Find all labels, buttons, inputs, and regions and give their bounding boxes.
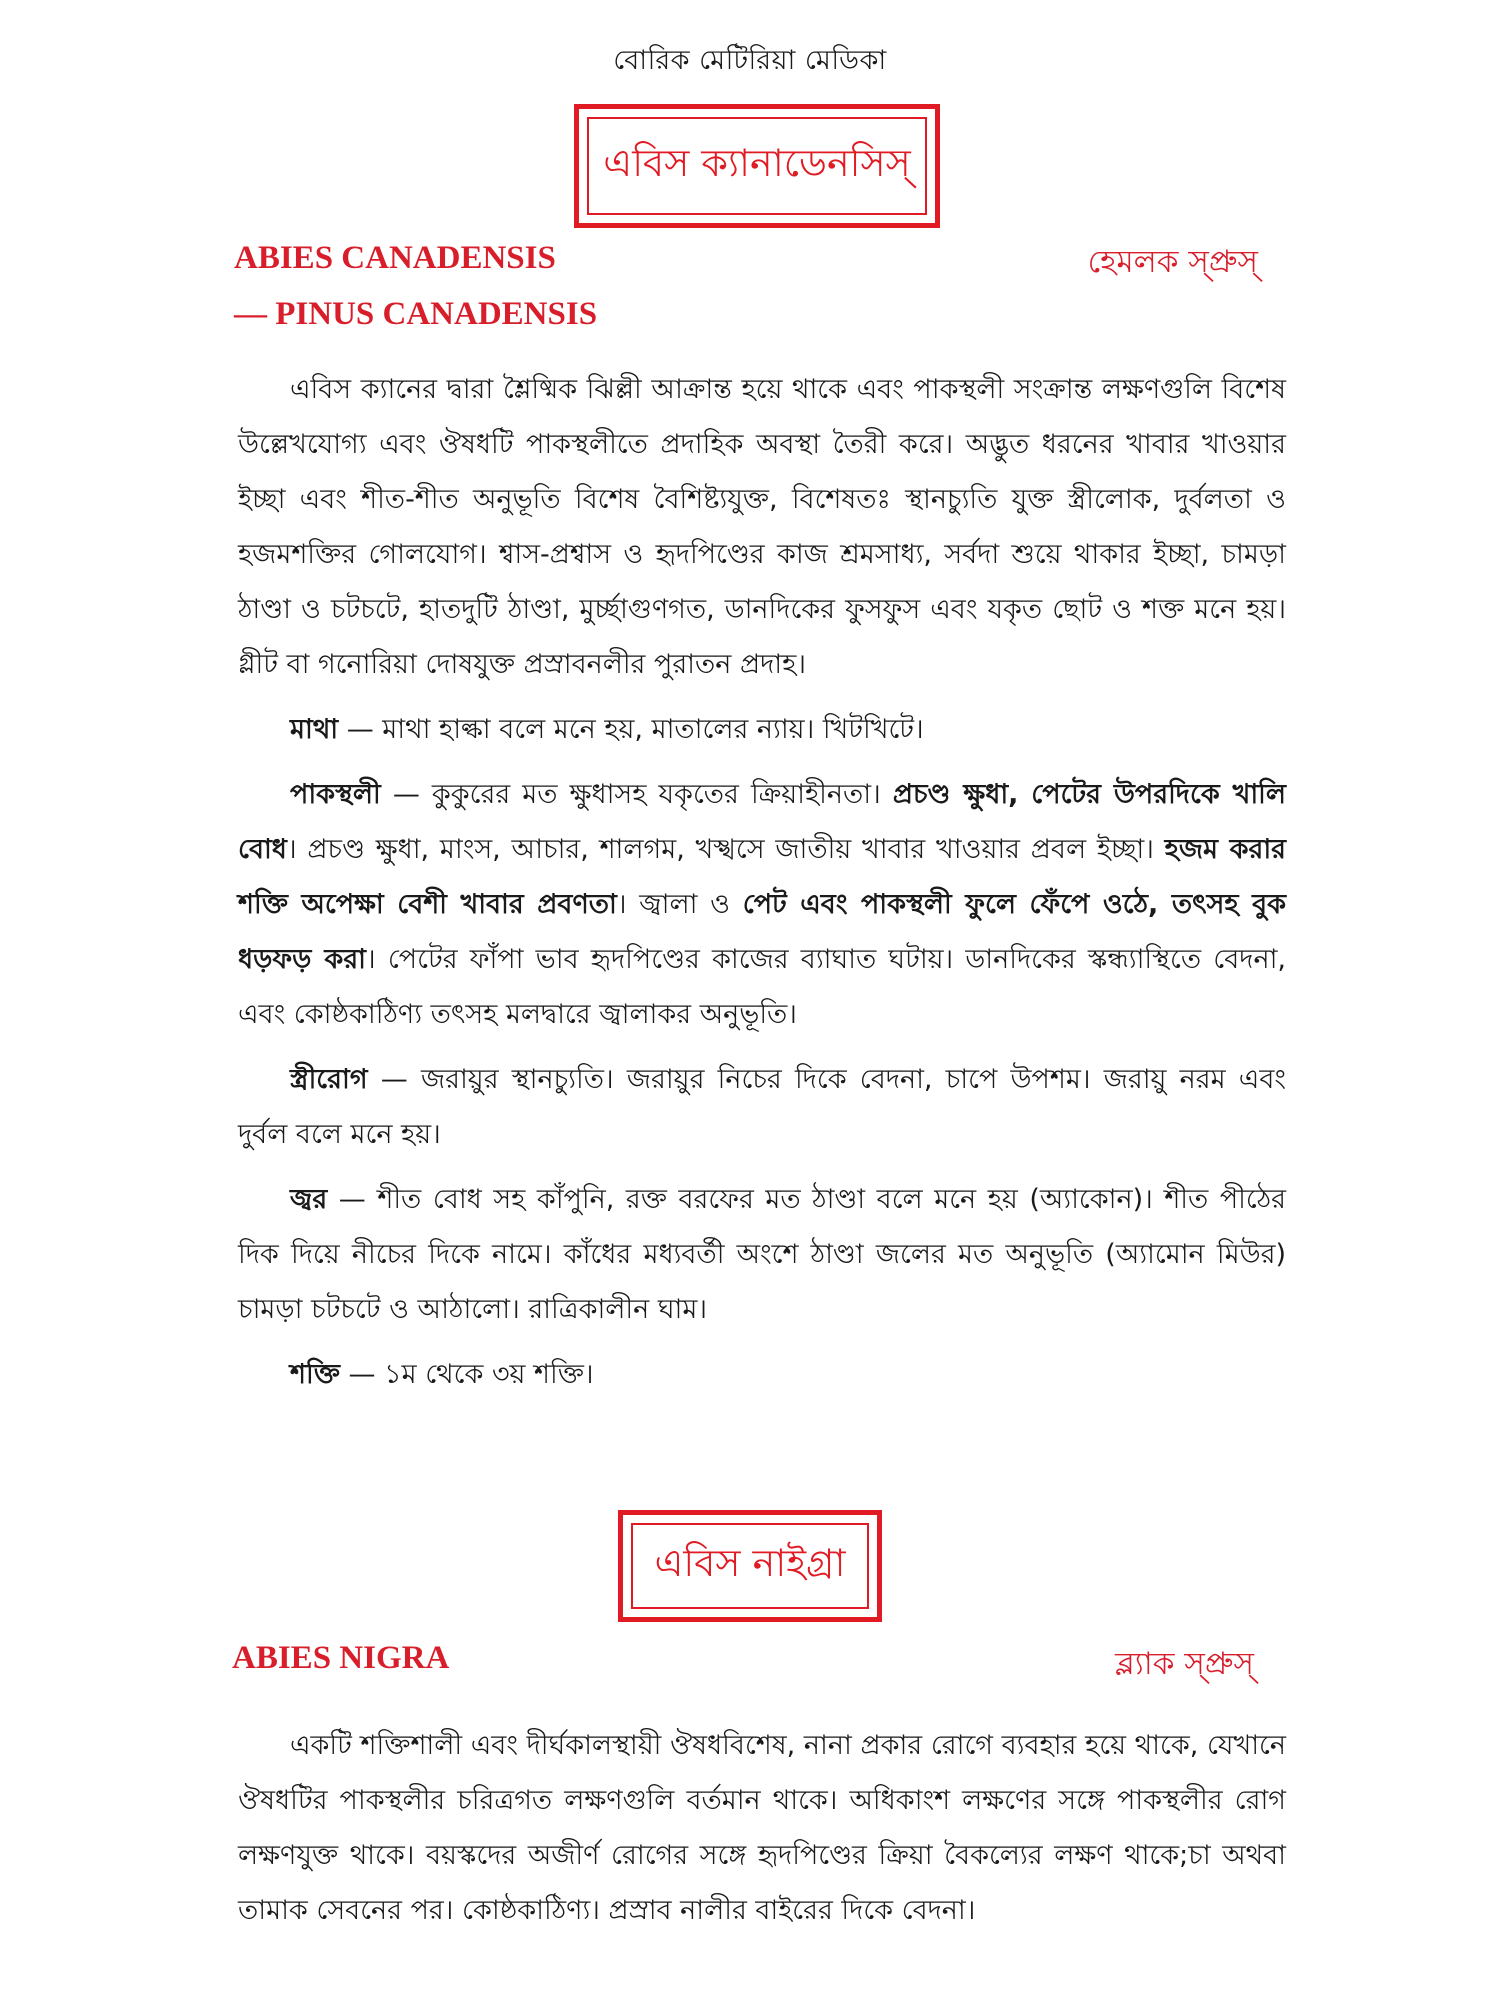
stomach-section [238, 767, 1286, 1042]
head-text: — মাথা হাল্কা বলে মনে হয়, মাতালের ন্যায়। খিটখিটে। [338, 714, 924, 745]
potency-text: — ১ম থেকে ৩য় শক্তি। [339, 1359, 594, 1390]
section-label-head: মাথা [290, 714, 339, 745]
section-label-fever: জ্বর [290, 1184, 328, 1215]
remedy-title: এবিস ক্যানাডেনসিস্ [587, 117, 927, 215]
latin-synonym: — PINUS CANADENSIS [234, 296, 598, 332]
remedy-title-box [574, 104, 940, 228]
stomach-text: । পেটের ফাঁপা ভাব হৃদপিণ্ডের কাজের ব্যাঘাত ঘটায়। ডানদিকের স্কন্ধ্যাস্থিতে বেদনা, এবং কোষ্ঠকাঠিণ্য তৎসহ মলদ্বারে জ্বালাকর অনুভূতি। [238, 944, 1286, 1030]
stomach-text: — কুকুরের মত ক্ষুধাসহ যকৃতের ক্রিয়াহীনতা। [380, 779, 893, 810]
stomach-emphasis: পেট এবং পাকস্থলী ফুলে ফেঁপে ওঠে, তৎসহ বুক ধড়ফড় করা [238, 889, 1286, 975]
female-section [238, 1052, 1286, 1162]
common-name: হেমলক স্প্রুস্ [1087, 244, 1258, 280]
intro-text: এবিস ক্যানের দ্বারা শ্লৈষ্মিক ঝিল্লী আক্রান্ত হয়ে থাকে এবং পাকস্থলী সংক্রান্ত লক্ষণগুলি বিশেষ উল্লেখযোগ্য এবং ঔষধটি পাকস্থলীতে প্রদাহিক অবস্থা তৈরী করে। অদ্ভুত ধরনের খাবার খাওয়ার ইচ্ছা এবং শীত-শীত অনুভূতি বিশেষ বৈশিষ্ট্যযুক্ত, বিশেষতঃ স্থানচ্যুতি যুক্ত স্ত্রীলোক, দুর্বলতা ও হজমশক্তির গোলযোগ। শ্বাস-প্রশ্বাস ও হৃদপিণ্ডের কাজ শ্রমসাধ্য, সর্বদা শুয়ে থাকার ইচ্ছা, চামড়া ঠাণ্ডা ও চটচটে, হাতদুটি ঠাণ্ডা, মুর্চ্ছাগুণগত, ডানদিকের ফুসফুস এবং যকৃত ছোট ও শক্ত মনে হয়। গ্লীট বা গনোরিয়া দোষযুক্ত প্রস্রাবনলীর পুরাতন প্রদাহ। [238, 374, 1286, 680]
running-head: বোরিক মেটিরিয়া মেডিকা [613, 45, 887, 76]
stomach-text: । জ্বালা ও [616, 889, 743, 920]
potency-section [238, 1347, 1286, 1402]
fever-text: — শীত বোধ সহ কাঁপুনি, রক্ত বরফের মত ঠাণ্ডা বলে মনে হয় (অ্যাকোন)। শীত পীঠের দিক দিয়ে নীচের দিকে নামে। কাঁধের মধ্যবর্তী অংশে ঠাণ্ডা জলের মত অনুভূতি (অ্যামোন মিউর) চামড়া চটচটে ও আঠালো। রাত্রিকালীন ঘাম। [238, 1184, 1286, 1325]
intro-text: একটি শক্তিশালী এবং দীর্ঘকালস্থায়ী ঔষধবিশেষ, নানা প্রকার রোগে ব্যবহার হয়ে থাকে, যেখানে ঔষধটির পাকস্থলীর চরিত্রগত লক্ষণগুলি বর্তমান থাকে। অধিকাংশ লক্ষণের সঙ্গে পাকস্থলীর রোগ লক্ষণযুক্ত থাকে। বয়স্কদের অজীর্ণ রোগের সঙ্গে হৃদপিণ্ডের ক্রিয়া বৈকল্যের লক্ষণ থাকে;চা অথবা তামাক সেবনের পর। কোষ্ঠকাঠিণ্য। প্রস্রাব নালীর বাইরের দিকে বেদনা। [238, 1730, 1286, 1926]
remedy-title: এবিস নাইগ্রা [631, 1523, 869, 1609]
fever-section [238, 1172, 1286, 1337]
remedy-body [238, 362, 1286, 1412]
stomach-emphasis: হজম করার শক্তি অপেক্ষা বেশী খাবার প্রবণতা [238, 834, 1286, 920]
intro-paragraph [238, 362, 1286, 692]
head-section [238, 702, 1286, 757]
section-label-female: স্ত্রীরোগ [290, 1064, 368, 1095]
section-label-stomach: পাকস্থলী [290, 779, 381, 810]
stomach-text: । প্রচণ্ড ক্ষুধা, মাংস, আচার, শালগম, খস্খসে জাতীয় খাবার খাওয়ার প্রবল ইচ্ছা। [286, 834, 1165, 865]
remedy-body [238, 1718, 1286, 1948]
latin-name: ABIES NIGRA [232, 1640, 450, 1676]
stomach-emphasis: প্রচণ্ড ক্ষুধা, পেটের উপরদিকে খালি বোধ [238, 779, 1286, 865]
latin-name: ABIES CANADENSIS [234, 240, 556, 276]
remedy-title-box [618, 1510, 882, 1622]
intro-paragraph [238, 1718, 1286, 1938]
female-text: — জরায়ুর স্থানচ্যুতি। জরায়ুর নিচের দিকে বেদনা, চাপে উপশম। জরায়ু নরম এবং দুর্বল বলে মনে হয়। [238, 1064, 1286, 1150]
section-label-potency: শক্তি [290, 1359, 340, 1390]
common-name: ব্ল্যাক স্প্রুস্ [1115, 1646, 1254, 1682]
